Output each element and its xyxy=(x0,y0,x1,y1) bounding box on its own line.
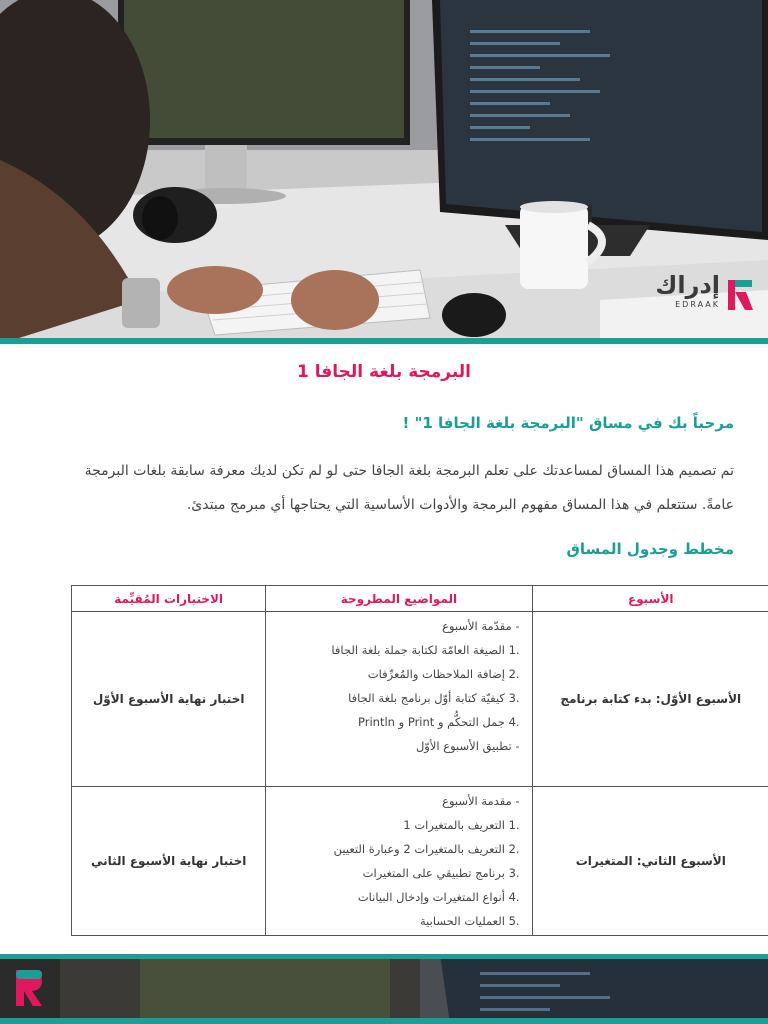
footer-photo xyxy=(0,954,768,1024)
topic-item: - تطبيق الأسبوع الأوّل xyxy=(415,739,520,753)
welcome-heading: مرحباً بك في مساق "البرمجة بلغة الجافا 1" ! xyxy=(402,414,734,432)
table-header-row xyxy=(72,586,768,612)
brand-name-arabic: إدراك xyxy=(655,271,720,299)
intro-line: تم تصميم هذا المساق لمساعدتك على تعلم البرمجة بلغة الجافا حتى لو لم تكن لديك معرفة سابقة بلغات البرمجة xyxy=(84,463,734,479)
quiz-cell: اختبار نهاية الأسبوع الأوّل xyxy=(72,612,266,787)
topic-item: - مقدمة الأسبوع xyxy=(442,794,520,808)
topics-cell xyxy=(266,612,532,787)
topic-item: .2 التعريف بالمتغيرات 2 وعبارة التعيين xyxy=(333,842,520,856)
topics-cell xyxy=(266,787,532,936)
header-topics: المواضيع المطروحة xyxy=(266,586,532,612)
topic-item: .2 إضافة الملاحظات والمُعرِّفات xyxy=(367,667,520,681)
topic-item: .5 العمليات الحسابية xyxy=(420,914,520,928)
topic-item: .3 برنامج تطبيقي على المتغيرات xyxy=(362,866,520,880)
week-cell: الأسبوع الثاني: المتغيرات xyxy=(532,787,768,936)
header-quizzes: الاختبارات المُقيِّمة xyxy=(72,586,266,612)
footer-accent-bar-top xyxy=(0,954,768,959)
hero-accent-bar xyxy=(0,338,768,344)
table-row xyxy=(72,787,768,936)
brand-name-english: EDRAAK xyxy=(675,300,720,309)
intro-line: عامةً. ستتعلم في هذا المساق مفهوم البرمجة والأدوات الأساسية التي يحتاجها أي مبرمج مبتدئ. xyxy=(186,497,734,513)
quiz-cell: اختبار نهاية الأسبوع الثاني xyxy=(72,787,266,936)
outline-heading: مخطط وجدول المساق xyxy=(566,540,734,558)
week-cell: الأسبوع الأوّل: بدء كتابة برنامج xyxy=(532,612,768,787)
topic-item: .4 جمل التحكُّم و Print و Println xyxy=(358,715,520,729)
footer-illustration xyxy=(0,954,768,1024)
course-title: البرمجة بلغة الجافا 1 xyxy=(297,362,471,382)
brand-logo xyxy=(648,270,758,318)
footer-accent-bar-bottom xyxy=(0,1018,768,1024)
footer-brand-mark-icon xyxy=(12,966,46,1010)
topic-item: .1 التعريف بالمتغيرات 1 xyxy=(403,818,520,832)
header-week: الأسبوع xyxy=(532,586,768,612)
course-schedule-table xyxy=(71,585,768,936)
topic-item: .4 أنواع المتغيرات وإدخال البيانات xyxy=(357,890,520,904)
topic-item: .1 الصيغة العامّة لكتابة جملة بلغة الجافا xyxy=(331,643,520,657)
course-intro xyxy=(34,454,734,522)
topic-item: - مقدّمة الأسبوع xyxy=(442,619,520,633)
brand-mark-icon xyxy=(726,278,754,312)
table-row xyxy=(72,612,768,787)
topic-item: .3 كيفيّة كتابة أوّل برنامج بلغة الجافا xyxy=(348,691,520,705)
